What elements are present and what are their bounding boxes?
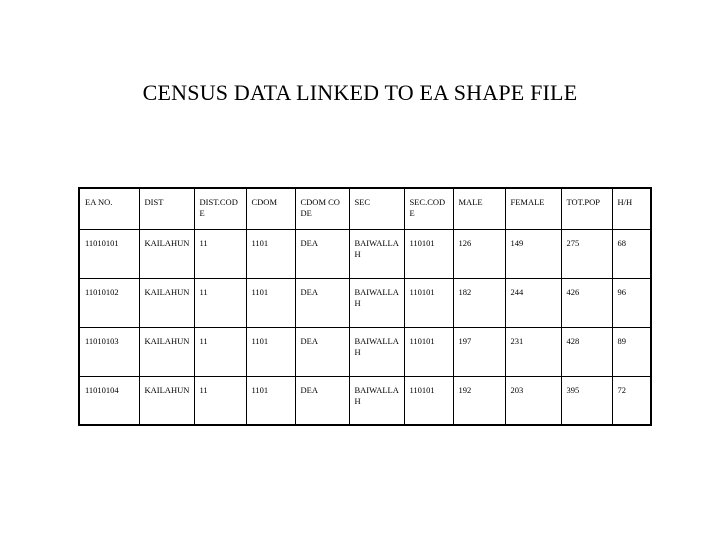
column-header-male: MALE [453, 188, 505, 229]
table-header-row [79, 188, 651, 229]
cell-male: 192 [453, 376, 505, 425]
column-header-dist: DIST [139, 188, 194, 229]
cell-tot-pop: 275 [561, 229, 612, 278]
column-header-cdom: CDOM [246, 188, 295, 229]
cell-sec-code: 110101 [404, 229, 453, 278]
cell-dist-code: 11 [194, 278, 246, 327]
cell-cdom-code: DEA [295, 278, 349, 327]
cell-hh: 96 [612, 278, 651, 327]
cell-dist: KAILAHUN [139, 278, 194, 327]
cell-sec-code: 110101 [404, 376, 453, 425]
cell-dist: KAILAHUN [139, 327, 194, 376]
cell-ea-no: 11010104 [79, 376, 139, 425]
cell-cdom-code: DEA [295, 327, 349, 376]
cell-male: 182 [453, 278, 505, 327]
cell-tot-pop: 426 [561, 278, 612, 327]
column-header-female: FEMALE [505, 188, 561, 229]
page-title: CENSUS DATA LINKED TO EA SHAPE FILE [142, 80, 578, 105]
cell-female: 231 [505, 327, 561, 376]
column-header-ea-no: EA NO. [79, 188, 139, 229]
cell-dist-code: 11 [194, 376, 246, 425]
column-header-hh: H/H [612, 188, 651, 229]
cell-cdom-code: DEA [295, 376, 349, 425]
cell-dist-code: 11 [194, 229, 246, 278]
cell-male: 197 [453, 327, 505, 376]
cell-hh: 72 [612, 376, 651, 425]
cell-cdom-code: DEA [295, 229, 349, 278]
cell-dist: KAILAHUN [139, 229, 194, 278]
cell-sec: BAIWALLAH [349, 376, 404, 425]
column-header-sec: SEC [349, 188, 404, 229]
cell-sec: BAIWALLAH [349, 327, 404, 376]
cell-female: 149 [505, 229, 561, 278]
cell-ea-no: 11010101 [79, 229, 139, 278]
cell-sec: BAIWALLAH [349, 229, 404, 278]
column-header-tot-pop: TOT.POP [561, 188, 612, 229]
cell-hh: 89 [612, 327, 651, 376]
column-header-dist-code: DIST.CODE [194, 188, 246, 229]
column-header-sec-code: SEC.CODE [404, 188, 453, 229]
cell-sec-code: 110101 [404, 327, 453, 376]
cell-male: 126 [453, 229, 505, 278]
cell-tot-pop: 395 [561, 376, 612, 425]
cell-sec: BAIWALLAH [349, 278, 404, 327]
cell-hh: 68 [612, 229, 651, 278]
column-header-cdom-code: CDOM CODE [295, 188, 349, 229]
cell-dist-code: 11 [194, 327, 246, 376]
cell-ea-no: 11010102 [79, 278, 139, 327]
cell-ea-no: 11010103 [79, 327, 139, 376]
table-row [79, 376, 651, 425]
cell-sec-code: 110101 [404, 278, 453, 327]
table-row [79, 229, 651, 278]
table-row [79, 327, 651, 376]
cell-female: 203 [505, 376, 561, 425]
table-row [79, 278, 651, 327]
cell-dist: KAILAHUN [139, 376, 194, 425]
cell-cdom: 1101 [246, 229, 295, 278]
cell-tot-pop: 428 [561, 327, 612, 376]
cell-cdom: 1101 [246, 278, 295, 327]
census-data-table [78, 187, 652, 426]
cell-cdom: 1101 [246, 376, 295, 425]
cell-female: 244 [505, 278, 561, 327]
cell-cdom: 1101 [246, 327, 295, 376]
